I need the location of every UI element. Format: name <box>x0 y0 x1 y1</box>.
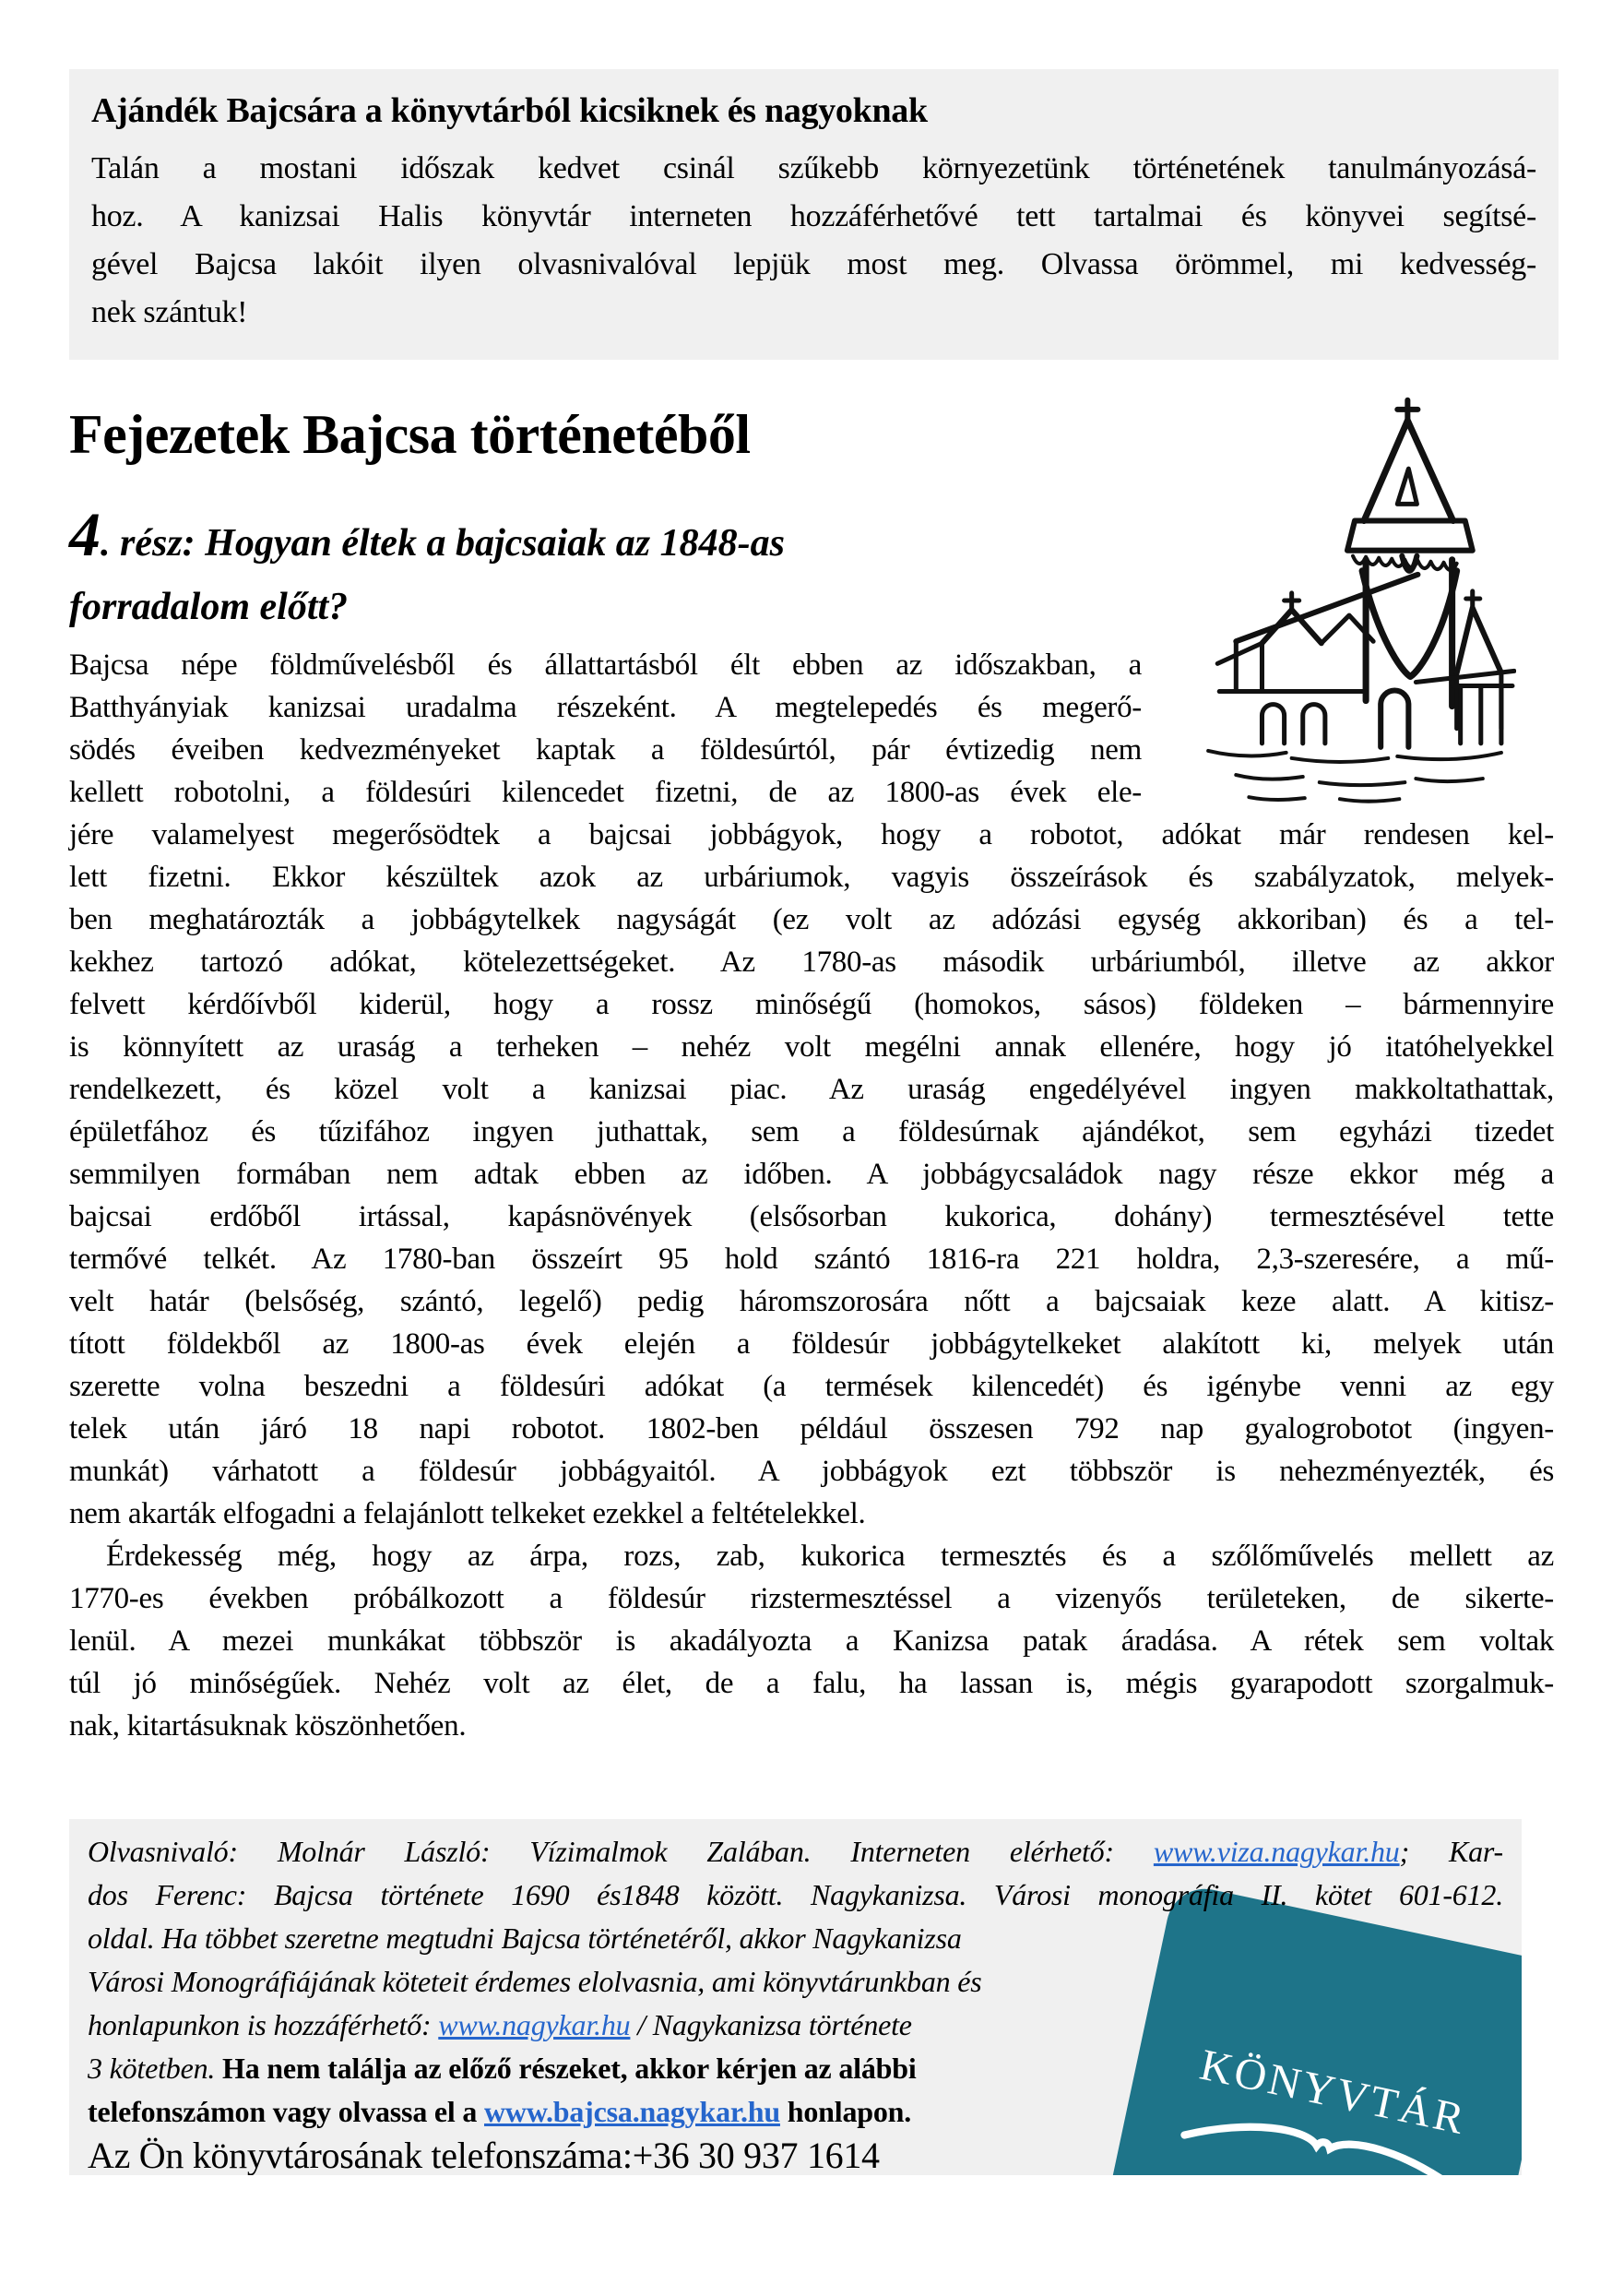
body-line: épületfához és tűzifához ingyen juthattak, sem a földesúrnak ajándékot, sem egyházi tizedet <box>69 1115 1554 1148</box>
body-line: lett fizetni. Ekkor készültek azok az urbáriumok, vagyis összeírások és szabályzatok, melyek- <box>69 861 1554 894</box>
footer-text: / Nagykanizsa története <box>630 2008 912 2041</box>
footer-line: dos Ferenc: Bajcsa története 1690 és1848 között. Nagykanizsa. Városi monográfia II. kötet 601-612. <box>88 1878 1503 1911</box>
body-line: ben meghatározták a jobbágytelkek nagyságát (ez volt az adózási egység akkoriban) és a tel- <box>69 903 1554 936</box>
article-body <box>69 644 1554 1747</box>
body-line: lenül. A mezei munkákat többször is akadályozta a Kanizsa patak áradása. A rétek sem voltak <box>69 1624 1554 1658</box>
body-line: kekhez tartozó adókat, kötelezettségeket. Az 1780-as második urbáriumból, illetve az akkor <box>69 946 1554 979</box>
article-subtitle <box>69 498 785 579</box>
article-subtitle-line2: forradalom előtt? <box>69 586 349 628</box>
body-line: termővé telkét. Az 1780-ban összeírt 95 hold szántó 1816-ra 221 holdra, 2,3-szeresére, a mű- <box>69 1243 1554 1276</box>
body-line: felvett kérdőívből kiderül, hogy a rossz minőségű (homokos, sásos) földeken – bármennyire <box>69 988 1554 1021</box>
viza-nagykar-link[interactable]: www.viza.nagykar.hu <box>1153 1835 1400 1868</box>
body-line: Bajcsa népe földművelésből és állattartásból élt ebben az időszakban, a <box>69 648 1142 682</box>
header-paragraph-line: Talán a mostani időszak kedvet csinál szűkebb környezetünk történetének tanulmányozásá- <box>91 151 1536 185</box>
header-title: Ajándék Bajcsára a könyvtárból kicsiknek és nagyoknak <box>91 91 928 130</box>
body-line: is könnyített az uraság a terheken – nehéz volt megélni annak ellenére, hogy jó itatóhelyekkel <box>69 1030 1554 1064</box>
footer-bold-text: Ha nem találja az előző részeket, akkor kérjen az alábbi <box>222 2052 917 2085</box>
footer-line <box>88 2004 1102 2047</box>
footer-text: Olvasnivaló: Molnár László: Vízimalmok Zalában. Interneten elérhető: <box>88 1835 1154 1868</box>
nagykar-link[interactable]: www.nagykar.hu <box>438 2008 631 2041</box>
footer-line <box>88 1830 1503 1874</box>
body-line: nak, kitartásuknak köszönhetően. <box>69 1709 467 1743</box>
body-line: södés éveiben kedvezményeket kaptak a földesúrtól, pár évtizedig nem <box>69 733 1142 767</box>
subtitle-part-number: 4 <box>69 499 101 569</box>
body-line: Érdekesség még, hogy az árpa, rozs, zab, kukorica termesztés és a szőlőművelés mellett az <box>106 1540 1554 1573</box>
footer-box <box>69 1819 1522 2175</box>
body-line: velt határ (belsőség, szántó, legelő) pedig háromszorosára nőtt a bajcsaiak keze alatt. A kitisz- <box>69 1285 1554 1318</box>
librarian-phone-line: Az Ön könyvtárosának telefonszáma:+36 30 937 1614 <box>88 2135 880 2175</box>
footer-bold-text: telefonszámon vagy olvassa el a <box>88 2095 485 2128</box>
body-line: szerette volna beszedni a földesúri adókat (a termések kilencedét) és igénybe venni az egy <box>69 1370 1554 1403</box>
footer-text: honlapunkon is hozzáférhető: <box>88 2008 439 2041</box>
bajcsa-nagykar-link[interactable]: www.bajcsa.nagykar.hu <box>484 2095 780 2128</box>
body-line: telek után járó 18 napi robotot. 1802-ben például összesen 792 nap gyalogrobotot (ingyen- <box>69 1412 1554 1445</box>
body-line: nem akarták elfogadni a felajánlott telkeket ezekkel a feltételekkel. <box>69 1497 866 1530</box>
body-line: tított földekből az 1800-as évek elején a földesúr jobbágytelkeket alakított ki, melyek után <box>69 1327 1554 1361</box>
footer-line <box>88 2047 1102 2090</box>
body-line: bajcsai erdőből irtással, kapásnövények (elsősorban kukorica, dohány) termesztésével tette <box>69 1200 1554 1233</box>
footer-bold-text: honlapon. <box>779 2095 912 2128</box>
header-box <box>69 69 1559 360</box>
body-line: semmilyen formában nem adtak ebben az időben. A jobbágycsaládok nagy része ekkor még a <box>69 1158 1554 1191</box>
body-line: 1770-es években próbálkozott a földesúr rizstermesztéssel a vizenyős területeken, de sikerte- <box>69 1582 1554 1615</box>
body-line: kellett robotolni, a földesúri kilencedet fizetni, de az 1800-as évek ele- <box>69 776 1142 809</box>
library-logo-label: KÖNYVTÁR <box>1195 2040 1471 2145</box>
body-line: munkát) várhatott a földesúr jobbágyaitól. A jobbágyok ezt többször is nehezményezték, és <box>69 1455 1554 1488</box>
header-paragraph-line: hoz. A kanizsai Halis könyvtár interneten hozzáférhetővé tett tartalmai és könyvei segítsé- <box>91 199 1536 233</box>
body-line: rendelkezett, és közel volt a kanizsai piac. Az uraság engedélyével ingyen makkoltathattak, <box>69 1073 1554 1106</box>
footer-line: Városi Monográfiájának köteteit érdemes elolvasnia, ami könyvtárunkban és <box>88 1965 982 1998</box>
body-line: Batthyányiak kanizsai uradalma részeként. A megtelepedés és megerő- <box>69 691 1142 724</box>
body-line: túl jó minőségűek. Nehéz volt az élet, de a falu, ha lassan is, mégis gyarapodott szorgalmuk- <box>69 1667 1554 1700</box>
footer-text: ; Kar- <box>1399 1835 1503 1868</box>
footer-line <box>88 2090 1102 2134</box>
header-paragraph-line: nek szántuk! <box>91 295 248 329</box>
library-logo <box>1093 1882 1522 2175</box>
footer-text: 3 kötetben. <box>88 2052 222 2085</box>
body-line: jére valamelyest megerősödtek a bajcsai jobbágyok, hogy a robotot, adókat már rendesen kel- <box>69 818 1554 851</box>
subtitle-text: . rész: Hogyan éltek a bajcsaiak az 1848-as <box>101 522 785 565</box>
page-title: Fejezetek Bajcsa történetéből <box>69 404 751 465</box>
header-paragraph-line: gével Bajcsa lakóit ilyen olvasnivalóval lepjük most meg. Olvassa örömmel, mi kedvesség- <box>91 247 1536 281</box>
footer-line: oldal. Ha többet szeretne megtudni Bajcsa történetéről, akkor Nagykanizsa <box>88 1921 962 1955</box>
